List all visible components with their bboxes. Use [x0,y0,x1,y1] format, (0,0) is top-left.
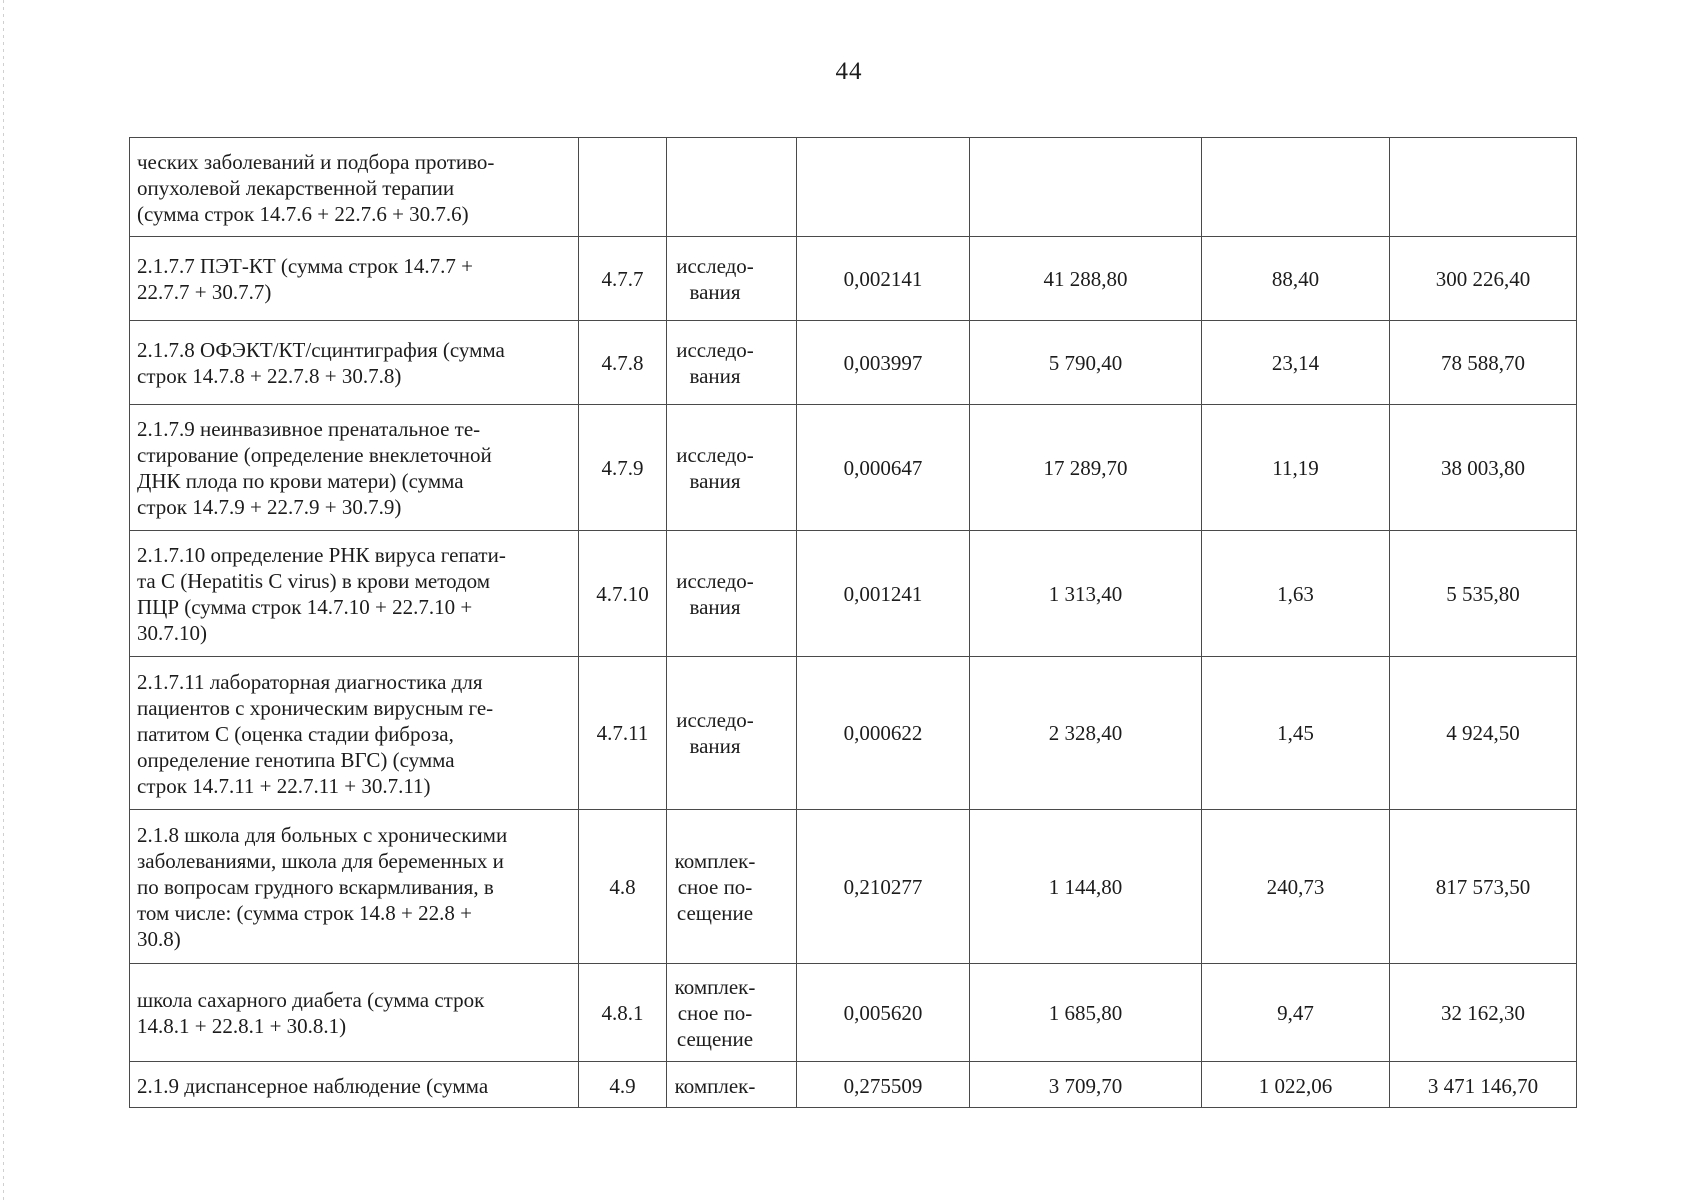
row-norm: 0,002141 [797,237,970,321]
row-code: 4.8.1 [579,964,667,1062]
row-unit-text: исследо- вания [676,442,754,493]
row-per-capita: 11,19 [1202,405,1390,531]
row-norm [797,138,970,237]
row-name-cell [130,405,579,531]
row-cost: 41 288,80 [970,237,1202,321]
row-total: 3 471 146,70 [1390,1062,1577,1108]
table-row [130,321,1577,405]
row-unit [667,138,797,237]
row-unit [667,810,797,964]
row-unit [667,964,797,1062]
table-row [130,1062,1577,1108]
row-total: 4 924,50 [1390,657,1577,810]
row-total: 32 162,30 [1390,964,1577,1062]
page-number: 44 [835,58,863,85]
row-code: 4.7.9 [579,405,667,531]
row-name: 2.1.7.7 ПЭТ-КТ (сумма строк 14.7.7 + 22.7.7 + 30.7.7) [137,254,473,304]
row-cost: 2 328,40 [970,657,1202,810]
row-unit-text: исследо- вания [676,708,754,758]
table-row [130,964,1577,1062]
table-row [130,138,1577,237]
table-row [130,531,1577,657]
row-total: 38 003,80 [1390,405,1577,531]
row-name: 2.1.9 диспансерное наблюдение (сумма [137,1074,489,1098]
row-name-cell [130,321,579,405]
row-total: 817 573,50 [1390,810,1577,964]
row-unit [667,237,797,321]
row-cost: 5 790,40 [970,321,1202,405]
row-name-cell [130,964,579,1062]
row-code: 4.9 [579,1062,667,1108]
row-unit-text: комплек- сное по- сещение [674,974,756,1051]
row-unit [667,405,797,531]
row-unit-text: исследо- вания [676,253,754,304]
row-per-capita: 1,63 [1202,531,1390,657]
row-code: 4.7.11 [579,657,667,810]
row-name-cell [130,138,579,237]
row-total: 5 535,80 [1390,531,1577,657]
row-per-capita: 240,73 [1202,810,1390,964]
row-norm: 0,000647 [797,405,970,531]
table-row [130,810,1577,964]
row-name: ческих заболеваний и подбора противо- опухолевой лекарственной терапии (сумма строк 14.7.6 + 22.7.6 + 30.7.6) [137,149,495,226]
row-code: 4.8 [579,810,667,964]
row-unit-text: комплек- сное по- сещение [674,848,756,925]
row-norm: 0,003997 [797,321,970,405]
row-norm: 0,005620 [797,964,970,1062]
row-name-cell [130,1062,579,1108]
row-total: 300 226,40 [1390,237,1577,321]
row-unit [667,321,797,405]
row-name-cell [130,531,579,657]
row-code: 4.7.7 [579,237,667,321]
row-code: 4.7.10 [579,531,667,657]
row-unit [667,531,797,657]
row-unit [667,657,797,810]
row-name-cell [130,237,579,321]
row-norm: 0,210277 [797,810,970,964]
row-total: 78 588,70 [1390,321,1577,405]
row-code: 4.7.8 [579,321,667,405]
row-cost: 1 313,40 [970,531,1202,657]
row-cost: 3 709,70 [970,1062,1202,1108]
row-cost: 1 144,80 [970,810,1202,964]
table-row [130,405,1577,531]
row-per-capita: 1,45 [1202,657,1390,810]
table-row [130,657,1577,810]
row-name: 2.1.7.8 ОФЭКТ/КТ/сцинтиграфия (сумма строк 14.7.8 + 22.7.8 + 30.7.8) [137,338,505,388]
row-unit-text: комплек- [674,1074,756,1098]
row-per-capita: 88,40 [1202,237,1390,321]
row-per-capita: 1 022,06 [1202,1062,1390,1108]
row-norm: 0,275509 [797,1062,970,1108]
row-name: 2.1.7.11 лабораторная диагностика для пациентов с хроническим вирусным ге- патитом С (оценка стадии фиброза, определение генотипа ВГС) (сумма строк 14.7.11 + 22.7.11 + 30.7.11) [137,669,494,798]
row-cost: 17 289,70 [970,405,1202,531]
row-per-capita [1202,138,1390,237]
row-name-cell [130,657,579,810]
table-row [130,237,1577,321]
row-per-capita: 23,14 [1202,321,1390,405]
row-name: школа сахарного диабета (сумма строк 14.8.1 + 22.8.1 + 30.8.1) [137,988,485,1038]
row-name: 2.1.8 школа для больных с хроническими заболеваниями, школа для беременных и по вопросам грудного вскармливания, в том числе: (сумма строк 14.8 + 22.8 + 30.8) [137,823,508,951]
data-table [129,137,1577,1108]
row-per-capita: 9,47 [1202,964,1390,1062]
row-code [579,138,667,237]
row-name: 2.1.7.9 неинвазивное пренатальное те- стирование (определение внеклеточной ДНК плода по крови матери) (сумма строк 14.7.9 + 22.7.9 + 30.7.9) [137,417,492,519]
row-cost: 1 685,80 [970,964,1202,1062]
row-norm: 0,001241 [797,531,970,657]
row-name: 2.1.7.10 определение РНК вируса гепати- та С (Hepatitis C virus) в крови методом ПЦР (сумма строк 14.7.10 + 22.7.10 + 30.7.10) [137,543,506,645]
row-unit [667,1062,797,1108]
row-unit-text: исследо- вания [676,337,754,388]
row-name-cell [130,810,579,964]
row-cost [970,138,1202,237]
row-total [1390,138,1577,237]
row-norm: 0,000622 [797,657,970,810]
scan-edge-line [3,0,4,1200]
row-unit-text: исследо- вания [676,568,754,619]
